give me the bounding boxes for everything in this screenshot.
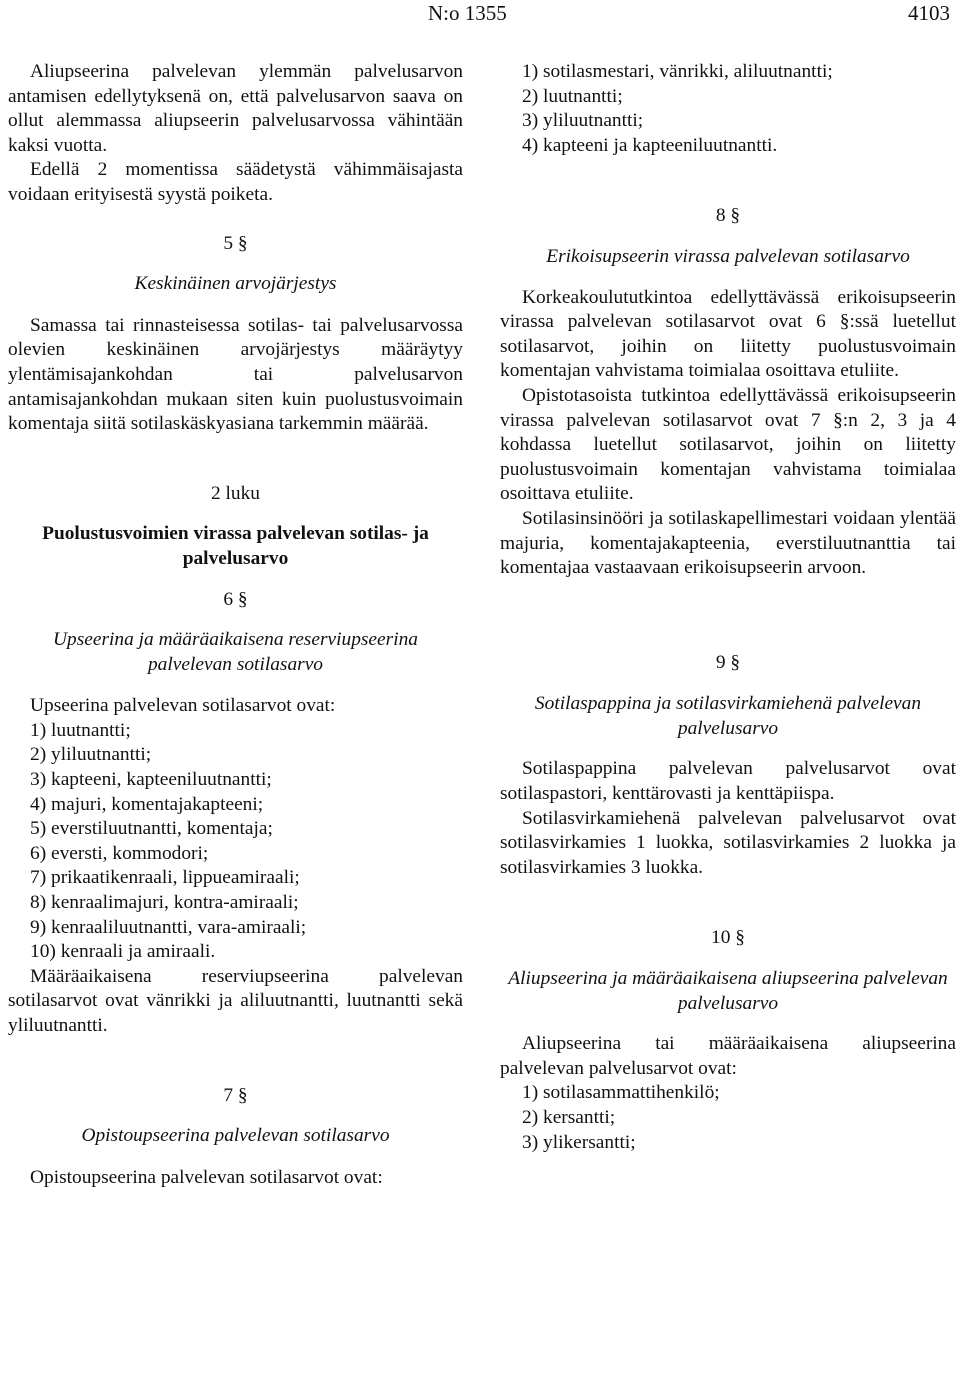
section-number: 9 § <box>715 651 741 673</box>
paragraph: Opistoupseerina palvelevan sotilasarvot ovat: <box>30 1166 383 1188</box>
paragraph: Korkeakoulututkintoa edellyttävässä erikoisupseerin virassa palvelevan sotilasarvot ovat 6 §:ssä luetellut sotilasarvot, joihin on liitetty puolustusvoimain komentajan vahvistama toimialaa osoittava etuliite. <box>500 286 956 382</box>
list-item: 4) kapteeni ja kapteeniluutnantti. <box>522 134 778 156</box>
list-item: 9) kenraaliluutnantti, vara-amiraali; <box>30 916 307 938</box>
paragraph: Opistotasoista tutkintoa edellyttävässä erikoisupseerin virassa palvelevan sotilasarvot ovat 7 §:n 2, 3 ja 4 kohdassa luetellut sotilasarvot, joihin on liitetty puolustusvoimain komentajan vahvistama toimialaa osoittava etuliite. <box>500 384 956 505</box>
list-item: 3) ylikersantti; <box>522 1131 636 1153</box>
paragraph: Upseerina palvelevan sotilasarvot ovat: <box>30 695 336 717</box>
page-header <box>0 0 960 30</box>
paragraph: Määräaikaisena reserviupseerina palvelevan sotilasarvot ovat vänrikki ja aliluutnantti, luutnantti sekä yliluutnantti. <box>8 965 463 1036</box>
document-number: N:o 1355 <box>428 1 507 25</box>
section-title: Keskinäinen arvojärjestys <box>134 273 337 295</box>
list-item: 2) yliluutnantti; <box>30 744 152 766</box>
list-item: 2) kersantti; <box>522 1107 616 1128</box>
section-number: 10 § <box>711 927 745 949</box>
left-column <box>8 60 463 1190</box>
paragraph: Sotilasvirkamiehenä palvelevan palvelusarvot ovat sotilasvirkamies 1 luokka, sotilasvirkamies 2 luokka ja sotilasvirkamies 3 luokka. <box>500 807 956 878</box>
paragraph: Edellä 2 momentissa säädetystä vähimmäisajasta voidaan erityisestä syystä poiketa. <box>8 159 463 205</box>
paragraph: Samassa tai rinnasteisessa sotilas- tai palvelusarvossa olevien keskinäinen arvojärjestys määräytyy ylentämisajankohdan tai palvelusarvon antamisajankohdan mukaan siten kuin puolustusvoimain komentaja siitä sotilaskäskyasiana tarkemmin määrää. <box>8 314 463 435</box>
list-item: 10) kenraali ja amiraali. <box>30 941 216 963</box>
section-title: Upseerina ja määräaikaisena reserviupseerina palvelevan sotilasarvo <box>53 629 418 675</box>
list-item: 7) prikaatikenraali, lippueamiraali; <box>30 867 300 889</box>
section-title: Opistoupseerina palvelevan sotilasarvo <box>81 1125 390 1147</box>
list-item: 1) sotilasmestari, vänrikki, aliluutnantti; <box>522 61 833 82</box>
section-number: 8 § <box>715 205 741 227</box>
list-item: 3) yliluutnantti; <box>522 110 644 132</box>
list-item: 1) sotilasammattihenkilö; <box>522 1082 720 1104</box>
chapter-title: Puolustusvoimien virassa palvelevan sotilas- ja palvelusarvo <box>42 523 429 569</box>
section-title: Erikoisupseerin virassa palvelevan sotilasarvo <box>546 245 910 267</box>
list-item: 5) everstiluutnantti, komentaja; <box>30 818 273 840</box>
list-item: 8) kenraalimajuri, kontra-amiraali; <box>30 892 299 914</box>
list-item: 1) luutnantti; <box>30 719 131 741</box>
chapter-number: 2 luku <box>210 482 261 504</box>
paragraph: Sotilaspappina palvelevan palvelusarvot ovat sotilaspastori, kenttärovasti ja kenttäpiispa. <box>500 758 956 805</box>
paragraph: Sotilasinsinööri ja sotilaskapellimestari voidaan ylentää majuria, komentajakapteenia, everstiluutnanttia tai komentajaa vastaavaan erikoisupseerin arvoon. <box>500 507 956 579</box>
section-title: Aliupseerina ja määräaikaisena aliupseerina palvelevan palvelusarvo <box>508 968 948 1014</box>
page-number: 4103 <box>908 1 950 25</box>
section-number: 6 § <box>223 588 248 610</box>
list-item: 4) majuri, komentajakapteeni; <box>30 793 264 815</box>
paragraph: Aliupseerina palvelevan ylemmän palvelusarvon antamisen edellytyksenä on, että palvelusarvon saava on ollut alemmassa aliupseerin palvelusarvossa vähintään kaksi vuotta. <box>8 61 463 156</box>
paragraph: Aliupseerina tai määräaikaisena aliupseerina palvelevan palvelusarvot ovat: <box>500 1033 956 1079</box>
right-column <box>500 60 956 1155</box>
list-item: 3) kapteeni, kapteeniluutnantti; <box>30 769 272 791</box>
list-item: 6) eversti, kommodori; <box>30 842 209 864</box>
list-item: 2) luutnantti; <box>522 85 623 107</box>
section-title: Sotilaspappina ja sotilasvirkamiehenä palvelevan palvelusarvo <box>534 693 922 739</box>
section-number: 7 § <box>223 1084 248 1106</box>
section-number: 5 § <box>223 232 248 254</box>
